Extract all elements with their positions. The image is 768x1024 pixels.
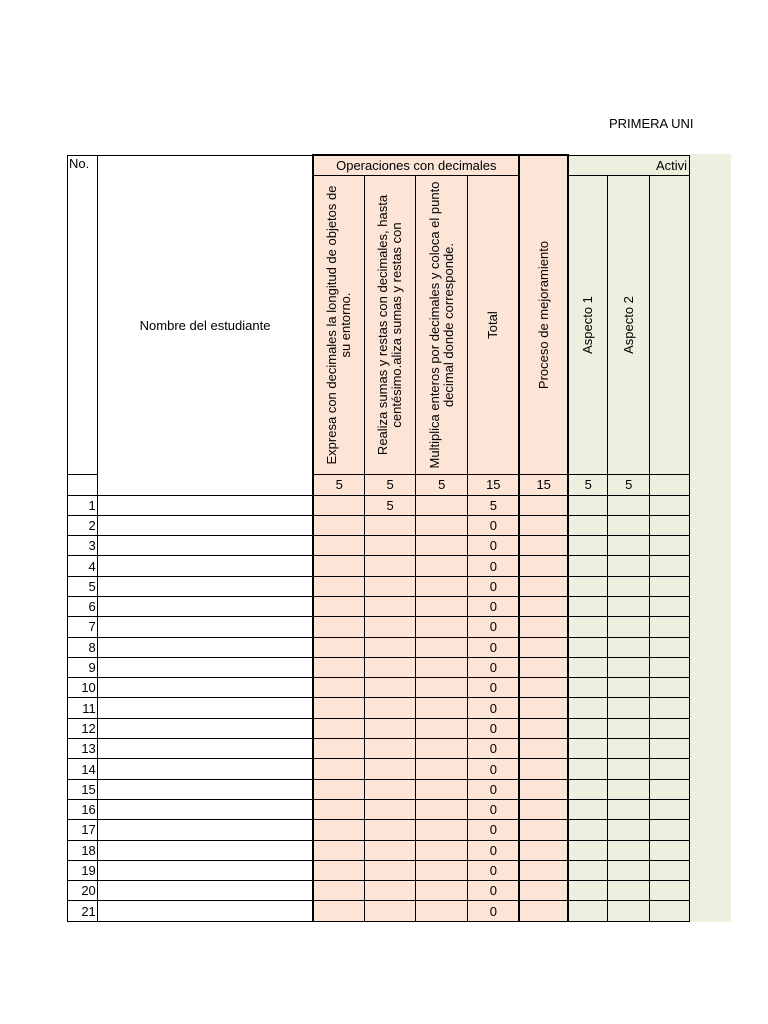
criterion-3: Multiplica enteros por decimales y coloca el punto decimal donde corresponde. [416,175,468,474]
crit-2-cell [365,901,416,921]
mejoramiento-cell [519,515,568,535]
student-name-cell[interactable] [97,820,313,840]
row-number: 4 [68,556,98,576]
student-name-cell[interactable] [97,840,313,860]
row-number: 6 [68,596,98,616]
mejoramiento-cell [519,799,568,819]
green-column-fill [690,154,731,922]
total-cell: 0 [468,881,519,901]
mejoramiento-cell [519,860,568,880]
crit-2-cell [365,881,416,901]
crit-1-cell [313,799,364,819]
aspect-2-cell [608,698,650,718]
points-no-blank [68,474,98,495]
table-row [68,678,690,698]
crit-1-cell [313,840,364,860]
crit-3-cell [416,799,468,819]
total-cell: 0 [468,820,519,840]
table-row [68,881,690,901]
crit-2-cell [365,576,416,596]
aspect-2-cell [608,596,650,616]
aspect-1-cell [568,576,608,596]
total-cell: 0 [468,779,519,799]
aspect-2-cell [608,576,650,596]
table-row [68,840,690,860]
student-name-cell[interactable] [97,678,313,698]
table-row [68,536,690,556]
crit-3-cell [416,637,468,657]
mejoramiento-cell [519,617,568,637]
table-row [68,820,690,840]
mejoramiento-cell [519,698,568,718]
total-cell: 0 [468,556,519,576]
aspect-1-cell [568,596,608,616]
row-number: 18 [68,840,98,860]
crit-2-cell [365,860,416,880]
mejoramiento-cell [519,901,568,921]
aspect-2-cell [608,495,650,515]
row-number: 17 [68,820,98,840]
crit-2-cell [365,657,416,677]
aspect-2-cell [608,617,650,637]
crit-3-cell [416,617,468,637]
total-cell: 5 [468,495,519,515]
points-aspect-1: 5 [568,474,608,495]
aspect-3-cell [650,617,690,637]
total-cell: 0 [468,536,519,556]
crit-3-cell [416,840,468,860]
aspect-1-cell [568,779,608,799]
aspect-3-cell [650,739,690,759]
table-row [68,637,690,657]
crit-2-cell: 5 [365,495,416,515]
row-number: 11 [68,698,98,718]
group-operaciones: Operaciones con decimales [313,155,519,175]
row-number: 20 [68,881,98,901]
page-title: PRIMERA UNI [609,116,694,131]
aspect-3-cell [650,495,690,515]
crit-3-cell [416,881,468,901]
total-cell: 0 [468,799,519,819]
crit-1-cell [313,698,364,718]
student-name-cell[interactable] [97,657,313,677]
row-number: 3 [68,536,98,556]
total-cell: 0 [468,596,519,616]
table-row [68,718,690,738]
crit-1-cell [313,556,364,576]
crit-1-cell [313,901,364,921]
aspect-1-cell [568,718,608,738]
row-number: 5 [68,576,98,596]
mejoramiento-cell [519,759,568,779]
crit-2-cell [365,739,416,759]
aspect-2-cell [608,860,650,880]
student-name-cell[interactable] [97,759,313,779]
aspect-2: Aspecto 2 [608,175,650,474]
crit-3-cell [416,576,468,596]
aspect-2-cell [608,515,650,535]
points-crit-1: 5 [313,474,364,495]
crit-2-cell [365,759,416,779]
aspect-3-cell [650,881,690,901]
aspect-1-cell [568,901,608,921]
aspect-1-cell [568,739,608,759]
header-no-blank [68,175,98,474]
mejoramiento-cell [519,495,568,515]
table-row [68,617,690,637]
aspect-3-cell [650,779,690,799]
row-number: 16 [68,799,98,819]
aspect-3-cell [650,576,690,596]
aspect-3-cell [650,759,690,779]
student-name-cell[interactable] [97,799,313,819]
crit-1-cell [313,759,364,779]
crit-1-cell [313,881,364,901]
mejoramiento-cell [519,637,568,657]
aspect-3-cell [650,657,690,677]
aspect-3-cell [650,536,690,556]
crit-3-cell [416,515,468,535]
aspect-1-cell [568,759,608,779]
crit-1-cell [313,718,364,738]
crit-1-cell [313,617,364,637]
points-aspect-2: 5 [608,474,650,495]
aspect-3-cell [650,698,690,718]
total-cell: 0 [468,576,519,596]
crit-2-cell [365,596,416,616]
crit-2-cell [365,556,416,576]
aspect-3-cell [650,596,690,616]
criterion-2: Realiza sumas y restas con decimales, hasta centésimo.aliza sumas y restas con [365,175,416,474]
aspect-2-cell [608,739,650,759]
aspect-1-cell [568,637,608,657]
row-number: 8 [68,637,98,657]
aspect-2-cell [608,759,650,779]
aspect-1-cell [568,860,608,880]
total-cell: 0 [468,515,519,535]
mejoramiento-cell [519,596,568,616]
points-total: 15 [468,474,519,495]
aspect-3 [650,175,690,474]
crit-3-cell [416,739,468,759]
aspect-3-cell [650,860,690,880]
crit-2-cell [365,637,416,657]
row-number: 21 [68,901,98,921]
crit-2-cell [365,799,416,819]
aspect-3-cell [650,820,690,840]
table-row [68,860,690,880]
points-mejoramiento: 15 [519,474,568,495]
total-cell: 0 [468,860,519,880]
crit-2-cell [365,678,416,698]
row-number: 15 [68,779,98,799]
table-row [68,596,690,616]
total-cell: 0 [468,739,519,759]
crit-3-cell [416,718,468,738]
aspect-1-cell [568,556,608,576]
header-mejoramiento: Proceso de mejoramiento [519,155,568,474]
aspect-3-cell [650,799,690,819]
grade-table [67,154,690,922]
aspect-2-cell [608,799,650,819]
aspect-2-cell [608,779,650,799]
crit-2-cell [365,820,416,840]
crit-1-cell [313,515,364,535]
row-number: 12 [68,718,98,738]
row-number: 2 [68,515,98,535]
table-row [68,576,690,596]
header-student-name: Nombre del estudiante [97,155,313,495]
crit-2-cell [365,515,416,535]
aspect-1-cell [568,698,608,718]
row-number: 19 [68,860,98,880]
aspect-1-cell [568,536,608,556]
crit-3-cell [416,536,468,556]
aspect-2-cell [608,840,650,860]
table-row [68,698,690,718]
mejoramiento-cell [519,881,568,901]
crit-3-cell [416,860,468,880]
crit-3-cell [416,495,468,515]
row-number: 10 [68,678,98,698]
crit-2-cell [365,698,416,718]
mejoramiento-cell [519,678,568,698]
crit-3-cell [416,657,468,677]
table-row [68,515,690,535]
table-row [68,657,690,677]
aspect-3-cell [650,840,690,860]
student-name-cell[interactable] [97,779,313,799]
crit-2-cell [365,779,416,799]
crit-3-cell [416,698,468,718]
aspect-2-cell [608,881,650,901]
aspect-3-cell [650,637,690,657]
crit-1-cell [313,576,364,596]
aspect-1: Aspecto 1 [568,175,608,474]
aspect-1-cell [568,617,608,637]
criterion-total: Total [468,175,519,474]
student-name-cell[interactable] [97,576,313,596]
student-name-cell[interactable] [97,881,313,901]
aspect-1-cell [568,678,608,698]
aspect-2-cell [608,637,650,657]
crit-3-cell [416,759,468,779]
criterion-1: Expresa con decimales la longitud de objetos de su entorno. [313,175,364,474]
aspect-2-cell [608,536,650,556]
total-cell: 0 [468,901,519,921]
table-row [68,556,690,576]
total-cell: 0 [468,678,519,698]
student-name-cell[interactable] [97,556,313,576]
row-number: 1 [68,495,98,515]
total-cell: 0 [468,718,519,738]
total-cell: 0 [468,617,519,637]
aspect-1-cell [568,495,608,515]
aspect-2-cell [608,657,650,677]
crit-1-cell [313,779,364,799]
crit-3-cell [416,820,468,840]
crit-3-cell [416,596,468,616]
mejoramiento-cell [519,718,568,738]
crit-1-cell [313,495,364,515]
aspect-1-cell [568,799,608,819]
mejoramiento-cell [519,820,568,840]
total-cell: 0 [468,698,519,718]
table-row [68,901,690,921]
aspect-1-cell [568,657,608,677]
aspect-1-cell [568,881,608,901]
crit-1-cell [313,637,364,657]
student-name-cell[interactable] [97,495,313,515]
student-name-cell[interactable] [97,617,313,637]
student-name-cell[interactable] [97,698,313,718]
aspect-1-cell [568,820,608,840]
row-number: 9 [68,657,98,677]
crit-2-cell [365,536,416,556]
student-name-cell[interactable] [97,718,313,738]
mejoramiento-cell [519,657,568,677]
student-name-cell[interactable] [97,739,313,759]
points-crit-2: 5 [365,474,416,495]
points-crit-3: 5 [416,474,468,495]
mejoramiento-cell [519,576,568,596]
points-aspect-3 [650,474,690,495]
crit-3-cell [416,901,468,921]
crit-1-cell [313,596,364,616]
total-cell: 0 [468,637,519,657]
student-name-cell[interactable] [97,536,313,556]
aspect-2-cell [608,718,650,738]
group-actividades: Activi [568,155,689,175]
row-number: 13 [68,739,98,759]
aspect-3-cell [650,718,690,738]
row-number: 14 [68,759,98,779]
crit-2-cell [365,840,416,860]
crit-1-cell [313,657,364,677]
aspect-2-cell [608,901,650,921]
header-no: No. [68,155,98,175]
aspect-2-cell [608,820,650,840]
crit-1-cell [313,536,364,556]
crit-1-cell [313,678,364,698]
table-row [68,739,690,759]
student-name-cell[interactable] [97,901,313,921]
aspect-3-cell [650,515,690,535]
mejoramiento-cell [519,840,568,860]
table-row [68,799,690,819]
crit-2-cell [365,617,416,637]
aspect-1-cell [568,840,608,860]
aspect-2-cell [608,556,650,576]
crit-1-cell [313,739,364,759]
crit-3-cell [416,779,468,799]
mejoramiento-cell [519,536,568,556]
student-name-cell[interactable] [97,637,313,657]
aspect-3-cell [650,678,690,698]
aspect-3-cell [650,901,690,921]
crit-1-cell [313,820,364,840]
total-cell: 0 [468,759,519,779]
aspect-2-cell [608,678,650,698]
mejoramiento-cell [519,556,568,576]
row-number: 7 [68,617,98,637]
student-name-cell[interactable] [97,860,313,880]
student-name-cell[interactable] [97,515,313,535]
aspect-3-cell [650,556,690,576]
student-name-cell[interactable] [97,596,313,616]
crit-3-cell [416,678,468,698]
crit-1-cell [313,860,364,880]
aspect-1-cell [568,515,608,535]
crit-2-cell [365,718,416,738]
mejoramiento-cell [519,739,568,759]
crit-3-cell [416,556,468,576]
total-cell: 0 [468,840,519,860]
table-row [68,779,690,799]
table-row [68,495,690,515]
total-cell: 0 [468,657,519,677]
mejoramiento-cell [519,779,568,799]
table-row [68,759,690,779]
